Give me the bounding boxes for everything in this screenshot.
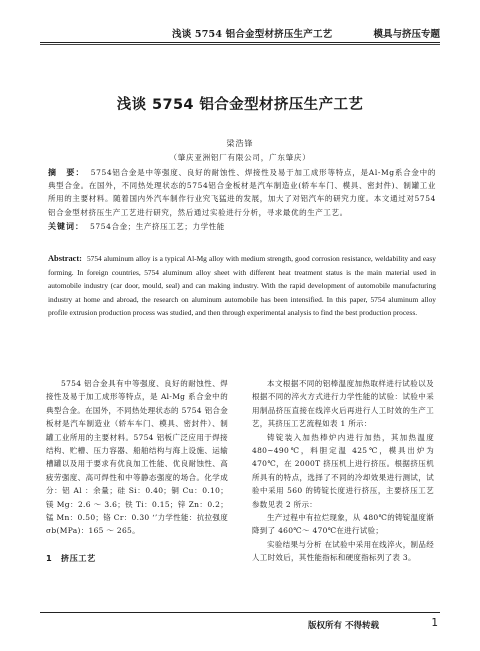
abstract-en-label: Abstract: xyxy=(48,254,82,263)
article-title: 浅谈 5754 铝合金型材挤压生产工艺 xyxy=(116,97,364,113)
header-rule xyxy=(40,42,440,43)
abstract-english xyxy=(48,252,436,320)
abstract-en-text: 5754 aluminum alloy is a typical Al-Mg alloy with medium strength, good corrosion resistance, weldability and easy forming. In foreign countries, 5754 aluminum alloy sheet with different heat treatment status is the main material used in automobile industry (car door, mould, seal) and can making industry. With the rapid development of automobile manufacturing industry at home and abroad, the research on aluminum automobile has been intensified. In this paper, 5754 aluminum alloy profile extrusion production process was studied, and then through experimental analysis to find the best production process. xyxy=(48,254,436,318)
keywords-label: 关键词： xyxy=(48,222,84,231)
body-paragraph: 生产过程中有拉烂现象，从 480℃的铸锭温度渐降到了 460℃～ 470℃在进行试验； xyxy=(252,513,434,536)
body-paragraph: 铸锭装入加热棒炉内进行加热，其加热温度 480~490℃，料胆定温 425℃，模具出炉为 470℃，在 2000T 挤压机上进行挤压。根据挤压机所具有的特点，选择了不同的冷却效果进行测试，试验中采用 560 的铸锭长度进行挤压，主要挤压工艺参数见表 2 所示： xyxy=(252,432,434,509)
abstract-label: 摘 要： xyxy=(48,168,85,177)
keywords-text: 5754合金；生产挤压工艺；力学性能 xyxy=(90,222,225,231)
body-column-left xyxy=(46,377,228,565)
page-header xyxy=(40,26,440,42)
abstract-text: 5754铝合金是中等强度、良好的耐蚀性、焊接性及易于加工成形等特点，是Al-Mg系合金中的典型合金。在国外，不同热处理状态的5754铝合金板材是汽车制造业(轿车车门、模具、密封件)、制罐工业所用的主要材料。随着国内外汽车制作行业究飞猛进的发展，加大了对铝汽车的研究力度。本文通过对5754铝合金型材挤压生产工艺进行研究，然后通过实验进行分析，寻求最优的生产工艺。 xyxy=(48,168,437,217)
page-number: 1 xyxy=(431,617,438,629)
header-rule-thin xyxy=(40,44,440,45)
footer-rule xyxy=(40,612,440,613)
keywords xyxy=(48,221,436,233)
copyright-notice: 版权所有 不得转载 xyxy=(308,621,379,631)
body-paragraph: 本文根据不同的铝棒温度加热取样进行试验以及根据不同的淬火方式进行力学性能的试验：试验中采用制品挤压直接在线淬火后再进行人工时效的生产工艺，其挤压工艺流程如表 1 所示： xyxy=(252,379,434,429)
author-affiliation: （肇庆亚洲铝厂有限公司，广东肇庆） xyxy=(169,153,311,162)
column-name: 模具与挤压专题 xyxy=(373,29,440,40)
body-column-right xyxy=(252,377,434,565)
author-name: 梁浩锋 xyxy=(226,139,254,148)
abstract-chinese xyxy=(48,166,436,219)
body-paragraph: 5754 铝合金具有中等强度、良好的耐蚀性、焊接性及易于加工成形等特点，是 Al-Mg 系合金中的典型合金。在国外，不同热处理状态的 5754 铝合金板材是汽车制造业（轿车车门、模具、密封件）、制罐工业所用的主要材料。5754 铝板广泛应用于焊接结构、贮槽、压力容器、船舶结构与海上设施、运输槽罐以及用于要求有优良加工性能、优良耐蚀性、高疲劳强度、高可焊性和中等静态强度的场合。化学成分：铝 Al ：余量；硅 Si：0.40；铜 Cu：0.10；镁 Mg：2.6 ～ 3.6；铁 Ti：0.15；锌 Zn：0.2；锰 Mn：0.50；铬 Cr：0.30 ‘’力学性能：抗拉强度 σb(MPa)：165 ～ 265。 xyxy=(46,379,228,536)
section-heading: 1 挤压工艺 xyxy=(46,552,96,563)
running-title: 浅谈 5754 铝合金型材挤压生产工艺 xyxy=(172,29,333,40)
body-paragraph: 实验结果与分析 在试验中采用在线淬火，制品经人工时效后，其性能指标和硬度指标列了表 3。 xyxy=(252,539,434,563)
